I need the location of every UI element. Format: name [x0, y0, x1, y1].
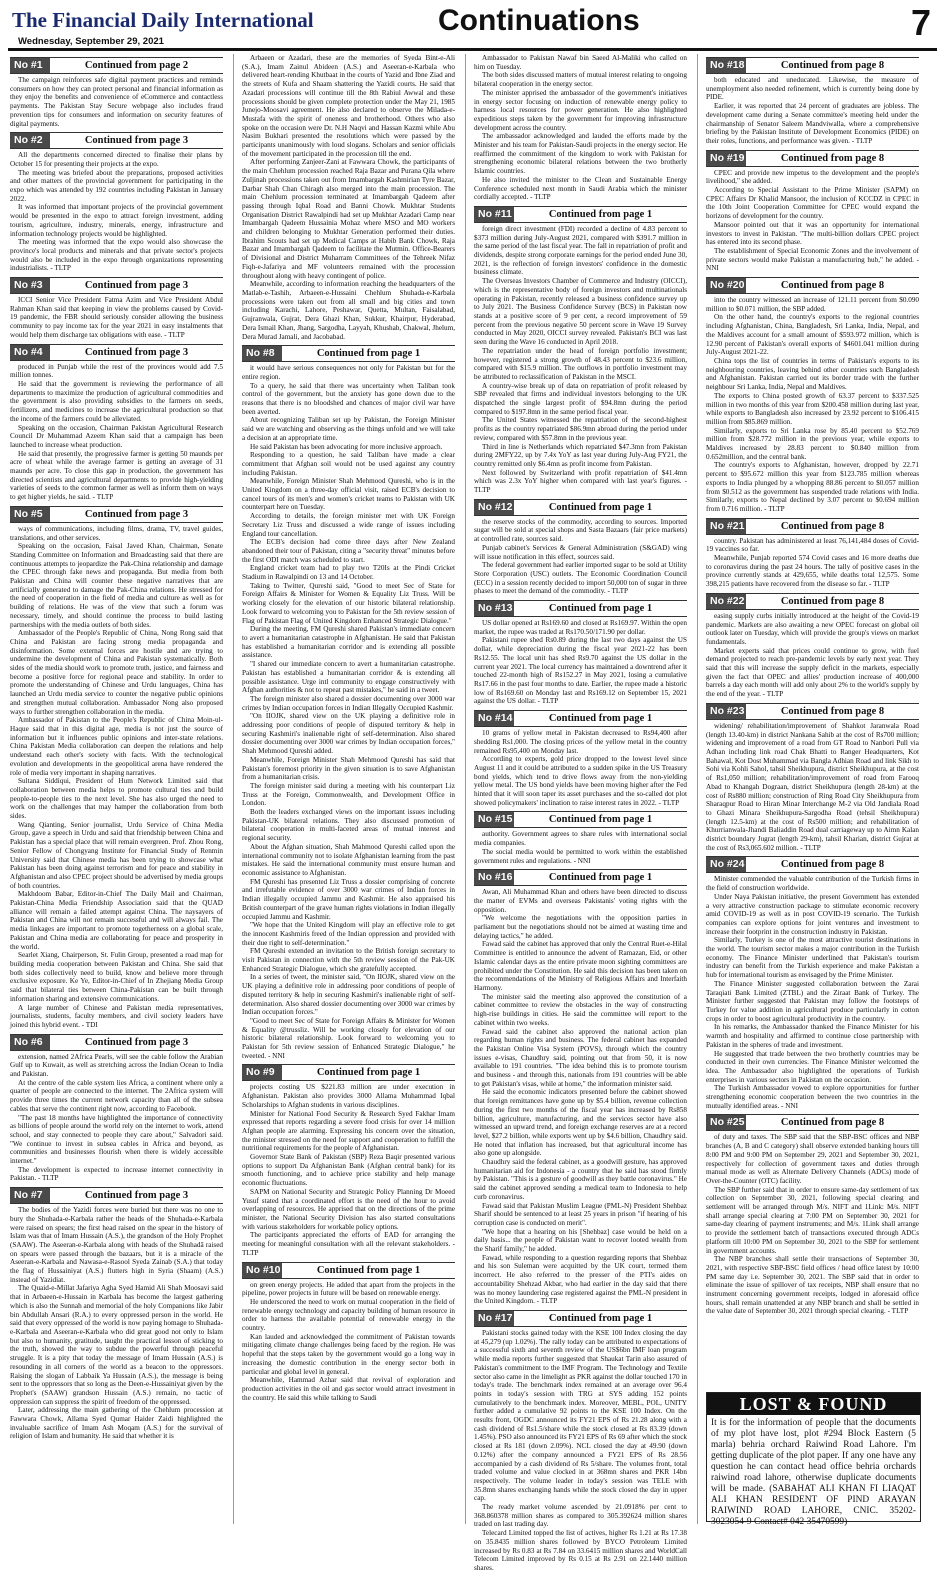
column-3 — [474, 54, 688, 1572]
paragraph: Wang Qianting, Senior journalist, Urdu Service of China Media Group, gave a speech in Urdu and said that friendship between China and Pakistan has a special place that will remain evergreen. Prof. Zhou Rong, Senior Fellow of Chongyang Institute for Financial Study of Renmin University said that Chinese media has been trying to showcase what Pakistan has been doing against terrorism and for peace and stability in Afghanistan and also CPEC project should be advertised by media groups of both countries. — [10, 820, 223, 890]
article-body — [474, 729, 687, 807]
continuation-number: No #2 — [10, 133, 50, 148]
continuation-label: Continued from page 1 — [548, 713, 653, 725]
paragraph: According to details, the foreign minister met with UK Foreign Secretary Liz Truss and discussed a wide range of issues including England tour cancellation. — [242, 512, 455, 538]
continuation-label: Continued from page 8 — [780, 152, 885, 164]
continuation-number: No #7 — [10, 1188, 50, 1203]
paragraph: The campaign reinforces safe digital payment practices and reminds consumers on how they can protect personal and financial information as they enjoy the benefits and convenience of eCommerce and contactless payments. The Pakistan Stay Secure webpage also includes fraud prevention tips for consumers and information on security features of digital payments. — [10, 76, 223, 128]
article-body — [242, 1281, 455, 1403]
continuation-header — [10, 277, 223, 294]
paragraph: Ambassador of Pakistan to the People's Republic of China Moin-ul-Haque said that in this digital age, media is not just the source of information but it influences public opinions and inter-state relations. China Pakistan Media collaboration can deepen the relations and help understand each other's society with facts. With the technological evolution and developments in the geopolitical arena have rendered the role of media very important in shaping narratives. — [10, 716, 223, 777]
paragraph: He underscored the need to work on mutual cooperation in the field of renewable energy technology and capacity building of human resource in order to harness the available potential of renewable energy in the country. — [242, 1297, 455, 1333]
continuation-header — [10, 1187, 223, 1204]
paragraph: FM Qureshi extended an invitation to the British foreign secretary to visit Pakistan in connection with the 5th review session of the Pak-UK Enhanced Strategic Dialogue, which she gratefully accepted. — [242, 947, 455, 973]
paragraph: The ready market volume ascended by 21.0918% per cent to 368.860378 million shares as compared to 305.392624 million shares traded on last trading day. — [474, 1503, 687, 1529]
continuation-label: Continued from page 1 — [548, 208, 653, 220]
article-body — [242, 54, 455, 341]
paragraph: "Good to meet Sec of State for Foreign Affairs & Minister for Women & Equality @trussliz. Will be working closely for elevation of our historic bilateral relationship. Look forward to welcoming you to Pakistan for 5th review session of Enhanced Strategic Dialogue," he tweeted. - NNI — [242, 1016, 455, 1060]
paragraph: foreign direct investment (FDI) recorded a decline of 4.83 percent to $373 million during July-August 2021, compared with $391.7 million in the same period of the last fiscal year. The fall in repatriation of profit and dividends, despite strong corporate earnings for the period ended June 30, 2021, is the reflection of foreign investors' confidence in the domestic business climate. — [474, 224, 687, 277]
paragraph: Speaking on the occasion, Faisal Javed Khan, Chairman, Senate Standing Committee on Information and Broadcasting said that there are continuous attempts to jeopardize the Pak-China relationship and damage the CPEC through fake news and propaganda. But media from both Pakistan and China will counter these negative narratives that are artificially generated to damage the Pak-China relations. He stressed for the need of cooperation in the field of media and culture as well as for building of relations. He was of the view that such a forum was necessary, timely, and should continue the process to build lasting partnerships with the media outlets of both sides. — [10, 542, 223, 629]
paragraph: He said that the government is reviewing the performance of all departments to maximize the production of agricultural commodities and the government is also providing subsidies to the farmers on seeds, fertilizers, and medicines to increase the agricultural production so that the income of the farmers could be alleviated. — [10, 379, 223, 423]
paragraph: "The past 18 months have highlighted the importance of connectivity as billions of people around the world rely on the internet to work, attend school, and stay connected to people they care about," Salvadori said. "We continue to invest in subsea cables in Africa and beyond, as communities and businesses flourish when there is widely accessible internet." — [10, 1113, 223, 1166]
paragraph: The Overseas Investors Chamber of Commerce and Industry (OICCI), which is the representative body of foreign investors and multinationals operating in Pakistan, recently released a business confidence survey up to July 2021. The Business Confidence Survey (BCS) in Pakistan now stands at a positive score of 9 per cent, a record improvement of 59 percent from the previous negative 50 percent score in Wave 19 Survey conducted in May 2020, OICCI survey revealed. Pakistan's BCI was last seen during the Wave 16 conducted in April 2018. — [474, 277, 687, 347]
continuation-header — [242, 1262, 455, 1279]
paragraph: The exports to China posted growth of 63.37 percent to $337.525 million in two months of this year from $200.458 million during last year, while exports to Bangladesh also increased by 23.92 percent to $106.415 million from $85.869 million. — [706, 391, 919, 426]
paragraph: The Quaid-e-Millat Jafariya Agha Syed Hamid Ali Shah Moosavi said that in Arbaeen-e-Hussain in Karbala has become the largest gathering which is also the Sunnah and memorial of the holy Companions like Jabir bin Abdullah Ansari (R.A.) to every oppressed person in the world. He said that every oppressed of the world is now paying homage to Shuhada-e-Karbala and Aseeran-e-Karbala who did great good not only to Islam but also to humanity, gratitude, taught the practical lesson of sticking to the truth, showed the way to subdue the powerful through peaceful struggle. It is a pity that today the message of Imam Hussain (A.S.) is resounding in all corners of the world as a beacon to the oppressors. Raising the slogan of Labbaik Ya Hussain (A.S.), the message is being sent to the oppressors that so long as the Deen-e-Hussainiyat given by the Prophet's (SAAW) grandson Hussain (A.S.) remain, no tactic of oppression can suppress the spirit of freedom of the oppressed. — [10, 1284, 223, 1406]
paragraph: The social media would be permitted to work within the established government rules and regulations. - NNI — [474, 847, 687, 865]
column-2 — [242, 54, 455, 1524]
paragraph: "We hope that the United Kingdom will play an effective role to get the innocent Kashmiris freed of the Indian oppression and provided with their due right to self-determination." — [242, 921, 455, 947]
paragraph: The meeting was informed that the expo would also showcase the province's local products and minerals and that private sector's projects would also be included in the expo through organizations representing industrialists. - TLTP — [10, 238, 223, 273]
paragraph: About recognizing Taliban set up by Pakistan, the Foreign Minister said we are watching and observing as the things unfold and we will take a decision at an appropriate time. — [242, 416, 455, 442]
continuation-label: Continued from page 8 — [780, 280, 885, 292]
article — [474, 811, 687, 865]
paragraph: Earlier, it was reported that 24 percent of graduates are jobless. The development came during a Senate committee's meeting held under the chairmanship of Senator Saleem Mandviwalla, where a comprehensive briefing by the Pakistan Institute of Development Economics (PIDE) on their roles, functions, and performance was given. - TLTP — [706, 102, 919, 145]
article-body — [474, 619, 687, 706]
paragraph: It was informed that important projects of the provincial government would be presented in the expo to attract foreign investment, adding tourism, agriculture, industry, minerals, energy, infrastructure and information technology projects would be highlighted. — [10, 203, 223, 238]
paragraph: extension, named 2Africa Pearls, will see the cable follow the Arabian Gulf up to Kuwait, as well as stretching across the Indian Ocean to India and Pakistan. — [10, 1052, 223, 1079]
article — [706, 856, 919, 1110]
article — [10, 1187, 223, 1441]
paragraph: easing supply curbs initially introduced at the height of the Covid-19 pandemic. Markets are also awaiting a new OPEC forecast on global oil outlook later on Tuesday, which will provide the group's views on market fundamentals. — [706, 611, 919, 646]
continuation-header — [474, 206, 687, 223]
article-body — [10, 1053, 223, 1184]
continuation-header — [706, 1114, 919, 1131]
article — [10, 1034, 223, 1184]
paragraph: Awan, Ali Muhammad Khan and others have been directed to discuss the matter of EVMs and overseas Pakistanis' voting rights with the opposition. — [474, 888, 687, 914]
paragraph: The NBP branches shall settle their transactions of September 30, 2021, with respective SBP-BSC field offices / head office latest by 10:00 PM same day i.e. September 30, 2021. The SBP said that in order to eliminate the issue of spillover of tax receipts, NBP shall ensure that no instrument concerning government receipts, lodged in aforesaid office hours, shall remain unattended at any NBP branch and shall be settled in the value date of September 30, 2021 through special clearing. - TLTP — [706, 1255, 919, 1316]
paragraph: Searlet Xiang, Chairperson, St. Fulin Group, presented a road map for building media cooperation between Pakistan and China. She said that both sides collectively need to build, know and believe more through exclusive exposure. Ke Ye, Editor-in-Chief of In Zhejiang Media Group said that bilateral ties between China-Pakistan can be built through information sharing and extensive communications. — [10, 951, 223, 1003]
paragraph: During the meeting, FM Qureshi shared Pakistan's immediate concern to avert a humanitarian catastrophe in Afghanistan. He said that Pakistan has established a humanitarian corridor and is extending all possible assistance. — [242, 625, 455, 660]
article — [706, 57, 919, 146]
paragraph: US dollar opened at Rs169.60 and closed at Rs169.97. Within the open market, the rupee was traded at Rs170.50/171.90 per dollar. — [474, 619, 687, 636]
paragraph: Arbaeen or Azadari, these are the memories of Syeda Bint-e-Ali (S.A.), Imam Zainul Abideen (A.S.) and Aseeran-e-Karbala who delivered heart-rending Khutbaat in the courts of Yazid and Ibne Ziad and the streets of Kufa and Shaam shattering the Yazidi courts. He said that Azadari processions will continue till the 8th Rabiul Awwal and these processions should be given complete protection under the May 21, 1985 Junejo-Moosavi agreement. He also declared to observe the Milada-e-Mustafa with the spirit of oneness and brotherhood. Others who also spoke on the occasion were Dr. N.H Naqvi and Hassan Kazmi while Abu Nasim Bukhari presented the resolutions which were passed by the participants unanimously with loud slogans. Scholars and senior officials of the movement participated in the procession till the end. — [242, 54, 455, 158]
article-body — [706, 169, 919, 273]
article-body — [10, 1206, 223, 1441]
paragraph: The minister apprised the ambassador of the government's initiatives in energy sector focusing on induction of renewable energy policy to harness local resources for power generation. He also highlighted expeditious steps taken by the government for improving infrastructure development across the country. — [474, 88, 687, 132]
paragraph: He said the economic indicators presented before the cabinet showed that foreign remittances have gone up by $5.4 billion, revenue collection during the first two months of the fiscal year has increased by Rs858 billion, agriculture, manufacturing, and the services sector have also witnessed an upward trend, and foreign exchange reserves are at a record level, $27.2 billion, while exports went up by $4.6 billion, Chaudhry said. He noted that inflation has increased, but that agricultural income has also gone up alongside. — [474, 1088, 687, 1158]
continuation-label: Continued from page 2 — [84, 60, 189, 71]
paragraph: "I shared our immediate concern to avert a humanitarian catastrophe. Pakistan has established a humanitarian corridor & is extending all possible assistance. Urge intl community to engage constructively with Afghan authorities & not to repeat past mistakes," he said in a tweet. — [242, 660, 455, 695]
paragraph: SAPM on National Security and Strategic Policy Planning Dr Moeed Yusuf stated that a coordinated effort is the need of the hour to avoid overlapping of resources. He apprised that on the directions of the prime minister, the National Security Division has also started consultations with various stakeholders for workable policy options. — [242, 1187, 455, 1231]
paragraph: The ECB's decision had come three days after New Zealand abandoned their tour of Pakistan, citing a "security threat" minutes before the first ODI match was scheduled to start. — [242, 538, 455, 564]
paragraph: The SBP further said that in order to ensure same-day settlement of tax collection on September 30, 2021, following special clearing and settlement will be arranged through M/s. NIFT and 1Link: M/s. NIFT shall arrange special clearing at 7:00 PM on September 30, 2021 for same-day clearing of payment instruments; and M/s. 1Link shall arrange to provide the settlement batch of transactions executed through ADCs platform till 10:00 PM on September 30, 2021 to the SBP for settlement in government accounts. — [706, 1185, 919, 1255]
paragraph: Market experts said that prices could continue to grow, with fuel demand projected to reach pre-pandemic levels by early next year. They said that this will increase the supply deficit in the markets, especially given the fact that OPEC and allies' production increase of 400,000 barrels a day each month will add only about 2% to the world's supply by the end of the year. - TLTP — [706, 646, 919, 699]
continuation-header — [706, 593, 919, 610]
article — [242, 345, 455, 1060]
continuation-number: No #19 — [706, 151, 746, 166]
paragraph: Both the leaders exchanged views on the important issues including Pakistan-UK bilateral relations. They also discussed promotion of bilateral cooperation in multi-faceted areas of mutual interest and regional security. — [242, 808, 455, 843]
paragraph: Meanwhile, Punjab reported 574 Covid cases and 16 more deaths due to coronavirus during the past 24 hours. The tally of positive cases in the province currently stands at 429,655, while deaths total 12,575. Some 398,215 patients have recovered from the disease so far. - TLTP — [706, 554, 919, 589]
continuation-number: No #13 — [474, 601, 514, 616]
continuation-label: Continued from page 1 — [548, 603, 653, 615]
article-body — [706, 722, 919, 853]
continuation-number: No #9 — [242, 1065, 282, 1080]
article — [706, 593, 919, 699]
article — [474, 54, 687, 202]
paragraph: At the centre of the cable system lies Africa, a continent where only a quarter of people are connected to the internet. The 2Africa system will provide three times the current network capacity than all of the subsea cables that serve the continent right now, according to Facebook. — [10, 1078, 223, 1113]
continuation-label: Continued from page 3 — [84, 135, 189, 147]
paragraph: widening/ rehabilitation/improvement of Shahkot Jaranwala Road (length 13.40-km) in district Nankana Sahib at the cost of Rs700 million; widening and improvement of a road from GT Road to Nanbori Pull via Adhan including link road Chak Bhatti to Ranger Headquarters, Kot Bahawal, Kot Dost Muhammad via Bangla Adhian Road and link Sikh to Sohi via Kohli Sahol, tahsil Sheikhupura, district Sheikhupura, at the cost of Rs1,050 million; rehabilitation/improvement of road from Farooq Abad to Khangah Dograan, district Sheikhupura (length 28-km) at the cost of Rs880 million; construction of Ring Road City Sheikhupura from Sharaqpur Road to Hiran Minar Interchange M-2 via Old Jandiala Road to Ghazi Minara Sheikhupura-Sargodha Road (tehsil Sheikhupura) (length 12.5-km) at the cost of Rs500 million; and rehabilitation of Khurrianwala-Jhandi Baliaddin Road dual carriageway up to Aimn Kalan district boundary Jugrat (length 29-km), tahsil Kharian, district Gujrat at the cost of Rs3,065.602 million. - TLTP — [706, 721, 919, 852]
article — [242, 1064, 455, 1257]
continuation-label: Continued from page 1 — [316, 348, 421, 360]
article — [10, 57, 223, 128]
continuation-header — [242, 345, 455, 362]
article — [242, 54, 455, 341]
article — [706, 277, 919, 514]
paragraph: FM Qureshi has presented Liz Truss a dossier comprising of concrete and irrefutable evidence of over 3000 war crimes of Indian forces in Indian illegally occupied Jammu and Kashmir. He also appraised his British counterpart of the grave human rights violations in Indian illegally occupied Jammu and Kashmir. — [242, 877, 455, 921]
paragraph: Kan lauded and acknowledged the commitment of Pakistan towards mitigating climate change challenges being faced by the region. He was hopeful that the steps taken by the government would go a long way in increasing the domestic contribution in the energy sector both in particular and global level in general. — [242, 1332, 455, 1376]
paragraph: According to Special Assistant to the Prime Minister (SAPM) on CPEC Affairs Dr Khalid Mansoor, the inclusion of KCCDZ in CPEC in the 10th Joint Cooperation Committee for CPEC would expand the horizons of development for the country. — [706, 186, 919, 221]
paragraph: Meanwhile, Hammad Azhar said that revival of exploration and production activities in the oil and gas sector would attract investment in the country. He said this while talking to Saudi — [242, 1376, 455, 1402]
continuation-label: Continued from page 8 — [780, 859, 885, 871]
paragraph: Chaudhry said the federal cabinet, as a goodwill gesture, has approved humanitarian aid for Indonesia - a country that he said has stood firmly by Pakistan. "This is a gesture of goodwill as they battle coronavirus." He said the cabinet approved sending a medical team to Indonesia to help curb coronavirus. — [474, 1158, 687, 1201]
continuation-header — [706, 150, 919, 167]
lost-and-found-ad — [706, 1392, 921, 1527]
paragraph: Similarly, Turkey is one of the most attractive tourist destinations in the world. The tourism sector makes a major contribution in the Turkish economy. The Finance Minister underlined that Pakistan's tourism industry can benefit from the Turkish experience and make Pakistan a hub for international tourism as envisaged by the Prime Minister. — [706, 936, 919, 980]
paragraph: authority. Government agrees to share rules with international social media companies. — [474, 830, 687, 848]
continuation-label: Continued from page 1 — [548, 872, 653, 884]
continuation-number: No #8 — [242, 346, 282, 361]
column-divider — [233, 54, 234, 1524]
article — [474, 206, 687, 495]
continuation-header — [474, 499, 687, 516]
article — [474, 499, 687, 596]
paragraph: CPEC and provide new impetus to the development and the people's livelihood," she added. — [706, 168, 919, 186]
article — [242, 1262, 455, 1403]
continuation-label: Continued from page 3 — [84, 346, 189, 358]
continuation-header — [474, 1310, 687, 1327]
paragraph: The United States witnessed the repatriation of the second-highest profits as the country repatriated $86.9mn abroad during the period under review, compared with $57.8mn in the previous year. — [474, 416, 687, 442]
paragraph: According to experts, gold price dropped to the lowest level since August 11 and it could be attributed to a sudden spike in the US Treasury bond yields, which tend to drive flows away from the non-yielding yellow metal. The US bond yields have been moving higher after the Fed hinted that it will soon taper its asset purchases and the so-called dot plot showed policymakers' inclination to raise interest rates in 2022. - TLTP — [474, 755, 687, 807]
column-divider — [697, 54, 698, 1524]
continuation-number: No #24 — [706, 857, 746, 872]
paragraph: A large number of Chinese and Pakistan media representatives, journalists, students, faculty members, and civil society leaders have joined this hybrid event. - TDI — [10, 1003, 223, 1029]
paragraph: Mansoor pointed out that it was an opportunity for international investors to invest in Pakistan. "The multi-billion dollars CPEC project has entered into its second phase. — [706, 220, 919, 247]
paragraph: into the country witnessed an increase of 121.11 percent from $0.090 million to $0.071 million, the SBP added. — [706, 296, 919, 313]
continuation-number: No #11 — [474, 207, 514, 222]
lost-and-found-text: It is for the information of people that the documents of my plot have lost, plot #294 Block Eastern (5 marla) behria orchard Raiwind Road Lahore. I'm getting duplicate of the plot paper. If any one have any question he can contact head office behria orchards raiwind road lahore, otherwise duplicate documents will be made. (SABAHAT ALI KHAN FI LIAQAT ALI KHAN RESIDENT OF PIND ARAYAN RAIWIND ROAD LAHORE, CNIC. 35202-3023054-9 Contact# 042 35470599) — [711, 1418, 916, 1527]
paragraph: the reserve stocks of the commodity, according to sources. Imported sugar will be sold at special shops and Sasta Bazaars (fair price markets) at controlled rate, sources said. — [474, 517, 687, 544]
paragraph: Telecard Limited topped the list of actives, higher Rs 1.21 at Rs 17.38 on 35.8435 million shares followed by BYCO Petroleum Limited increased by Rs 0.83 at Rs 7.84 on 33.6415 million shares and WorldCall Telecom Limited improved by Rs 0.15 at Rs 2.91 on 22.1440 million shares. — [474, 1529, 687, 1572]
continuation-label: Continued from page 8 — [780, 1117, 885, 1129]
article — [10, 344, 223, 502]
paragraph: Taking to Twitter, Qureshi said, "Good to meet Sec of State for Foreign Affairs & Minister for Women & Equality Liz Truss. Will be working closely for the elevation of our historic bilateral relationship. Look forward to welcoming you to Pakistan for the 5th review session of Flag of Pakistan Flag of United Kingdom Enhanced Strategic Dialogue." — [242, 581, 455, 625]
paragraph: Fawad said that Pakistan Muslim League (PML-N) President Shehbaz Sharif should be sentenced to at least 25 years in prison "if hearing of his corruption case is conducted on merit". — [474, 1201, 687, 1227]
paragraph: The development is expected to increase internet connectivity in Pakistan. - TLTP — [10, 1165, 223, 1183]
newspaper-name: The Financial Daily International — [12, 8, 314, 32]
article-body — [10, 363, 223, 502]
paragraph: The federal government had earlier imported sugar to be sold at Utility Store Corporation (USC) outlets. The Economic Coordination Council (ECC) in a session recently decided to import 50,000 ton of sugar in three phases to meet the demand of the commodity. - TLTP — [474, 561, 687, 596]
continuation-label: Continued from page 1 — [548, 1313, 653, 1324]
column-4 — [706, 54, 919, 1524]
paragraph: In his remarks, the Ambassador thanked the Finance Minister for his warmth and hospitality and affirmed to continue close partnership with Pakistan in the spheres of trade and investment. — [706, 1023, 919, 1049]
continuation-header — [10, 506, 223, 523]
paragraph: of duty and taxes. The SBP said that the SBP-BSC offices and NBP branches (A, B and C category) shall observe extended banking hours till 8:00 PM and 9:00 PM on September 29, 2021 and September 30, 2021, respectively for collection of government taxes and duties through manual mode as well as Alternate Delivery Channels (ADCs) mode of Over-the-Counter (OTC) facility. — [706, 1133, 919, 1185]
continuation-number: No #10 — [242, 1263, 282, 1278]
paragraph: Sultana Siddiqui, President of Hum Network Limited said that collaboration between media helps to promote cultural ties and build people-to-people ties to the next level. She has also urged the need to work on the challenges that may hamper the collaboration from both sides. — [10, 777, 223, 821]
paragraph: Fawad said the cabinet has approved that only the Central Ruet-e-Hilal Committee is entitled to announce the advent of Ramazan, Eid, or other Islamic calendar days as the entire private moon sighting committees are prohibited under the Constitution. He said this decision has been taken on the recommendations of the Ministry of Religious Affairs and Interfaith Harmony. — [474, 940, 687, 992]
article-body — [706, 76, 919, 146]
paragraph: on green energy projects. He added that apart from the projects in the pipeline, power projects in future will be based on renewable energy. — [242, 1280, 455, 1298]
continuation-header — [10, 57, 223, 74]
page-number: 7 — [910, 2, 931, 43]
paragraph: Fawad, while responding to a question regarding reports that Shehbaz and his son Suleman were acquitted by the UK court, termed them incorrect. He also referred to the presser of the PTI's aides on accountability Shehzad Akbar, who had earlier in the day said that there was no money laundering case registered against the PML-N president in the United Kingdom. - TLTP — [474, 1253, 687, 1306]
paragraph: Pakistani stocks gained today with the KSE 100 Index closing the day at 45,279 (up 1.02%). The rally today can be attributed to expectations of a successful sixth and seventh review of the US$6bn IMF loan program while media reports further suggested that Shaukat Tarin also assured of Pakistan's commitment to the IMF Program. The Technology and Textile sector also came in the limelight as PKR against the dollar touched 170 in today's trade. The benchmark index remained at an average over 96.4 points in today's session with TRG at SYS adding 152 points cumulatively to the benchmark index. Moreover, MEBL, POL, UNITY further added a cumulative 92 points to the KSE 100 Index. On the results front, OGDC announced its FY21 EPS of Rs 21.28 along with a cash dividend of Rs1.5/share while the stock closed at Rs 83.39 (down 1.45%). PSO also announced its FY21 EPS of Rs 69 after which the stock closed at Rs 181 (down 2.09%). NCL closed the day at 49.90 (down 0.12%) after the company announced a FY21 EPS of Rs 28.56 accompanied by a cash dividend of Rs 5/share. The volumes front, total traded volume and value clocked in at 368mn shares and PKR 14bn respectively. The volume leader in today's session was TELE with 35.8mn shares exchanging hands while the stock closed the day in upper cap. — [474, 1329, 688, 1503]
paragraph: Later, addressing the main gathering of the Chehlum procession at Fawwara Chowk, Allama Syed Qumar Haider Zaidi highlighted the invaluable sacrifice of Imam Ash Moqam (A.S.) for the survival of religion of Islam and humanity. He said that whether it is — [10, 1406, 223, 1441]
paragraph: The participants appreciated the efforts of EAD for arranging the meeting for meaningful consultation with all the relevant stakeholders. - TLTP — [242, 1231, 455, 1257]
continuation-number: No #25 — [706, 1115, 746, 1130]
paragraph: Similarly, exports to Sri Lanka rose by 85.40 percent to $52.769 million from $28.772 million in the previous year, while exports to Maldives increased by 28.83 percent to $0.840 million from 0.652million, and the central bank. — [706, 426, 919, 461]
paragraph: The repatriation under the head of foreign portfolio investment; however, registered a strong growth of 48.43 percent to $23.6 million, compared with $15.9 million. The outflows in portfolio investment may be attributed to reclassification of Pakistan in the MSCI. — [474, 346, 687, 381]
paragraph: The ambassador acknowledged and lauded the efforts made by the Minister and his team for Pakistan-Saudi projects in the energy sector. He reaffirmed the commitment of the kingdom to work with Pakistan for strengthening economic bilateral relations between the two brotherly Islamic countries. — [474, 132, 687, 176]
paragraph: The bodies of the Yazidi forces were buried but there was no one to bury the Shuhada-e-Karbala rather the heads of the Shuhada-e-Karbala were raised on spears; the first head raised on the spear in the history of Islam was that of Imam Hussain (A.S.), the grandson of the Holy Prophet (SAAW). The Aseeran-e-Karbala along with heads of the Shuhadā raised on spears were passed through the bazaars, but it is a miracle of the Aseeran-e-Karbala and Nawasa-e-Rasool Syeda Zainab (S.A.) that today the flag of Hussainiyat (A.S.) flutters high in Syria (Shaam) (A.S.) instead of Yazidiat. — [10, 1206, 223, 1284]
article-body — [242, 1083, 455, 1257]
article — [474, 869, 687, 1306]
continuation-number: No #17 — [474, 1311, 514, 1326]
paragraph: Minister for National Food Security & Research Syed Fakhar Imam expressed that reports regarding a severe food crisis for over 14 million Afghan people are alarming. Expressing his concern over the situation, the minister stressed on the need for support and cooperation to fulfill the nutritional requirements for the people of Afghanistan. — [242, 1109, 455, 1153]
paragraph: "We welcome the negotiations with the opposition parties in parliament but the negotiations should not be aimed at wasting time and delaying tactics," he added. — [474, 914, 687, 940]
continuation-label: Continued from page 1 — [316, 1264, 421, 1276]
article — [10, 277, 223, 340]
continuation-header — [474, 811, 687, 828]
continuation-label: Continued from page 3 — [84, 1190, 189, 1202]
continuation-label: Continued from page 3 — [84, 508, 189, 520]
paragraph: Under Naya Pakistan initiative, the present Government has extended a very attractive construction package to stimulate economic recovery amid COVID-19 as well as in post COVID-19 scenario. The Turkish companies can explore options for joint ventures and investment to increase their footprint in the construction industry in Pakistan. — [706, 892, 919, 936]
paragraph: China tops the list of countries in terms of Pakistan's exports to its neighbouring countries, leaving behind other countries such Bangladesh and Afghanistan. Pakistan carried out its border trade with the further neighbour Sri Lanka, India, Nepal and Maldives. — [706, 356, 919, 392]
masthead-rule — [8, 48, 937, 51]
paragraph: Speaking on the occasion, Chairman Pakistan Agricultural Research Council Dr Muhammad Azeem Khan said that a campaign has been launched to increase wheat production. — [10, 423, 223, 449]
article-body — [474, 888, 687, 1306]
article-body — [706, 612, 919, 699]
article — [706, 1114, 919, 1316]
paragraph: The establishment of Special Economic Zones and the involvement of private sectors would make Pakistan a manufacturing hub," he added. - NNI — [706, 246, 919, 273]
article-body — [474, 518, 687, 596]
continuation-number: No #20 — [706, 278, 746, 293]
continuation-number: No #18 — [706, 58, 746, 73]
paragraph: The both sides discussed matters of mutual interest relating to ongoing bilateral cooperation in the energy sector. — [474, 71, 687, 89]
paragraph: England cricket team had to play two T20Is at the Pindi Cricket Stadium in Rawalpindi on 13 and 14 October. — [242, 564, 455, 582]
continuation-header — [10, 1034, 223, 1051]
paragraph: Fawad said the cabinet also approved the national action plan regarding human rights and business. The federal cabinet has expanded the Pakistan Online Visa System (POVS), through which the country issues e-visas, Chaudhry said, pointing out that from 50, it is now available to 191 countries. "The idea behind this is to promote tourism and business - and through this, nationals from 191 countries will be able to get Pakistan's visas, while at home," the information minister said. — [474, 1027, 687, 1088]
paragraph: A country-wise break up of data on repatriation of profit released by SBP revealed that firms and individual investors belonging to the UK dispatched the single largest profit of $94.8mn during the period compared to $197.8mn in the same period fiscal year. — [474, 381, 687, 416]
continuation-number: No #3 — [10, 278, 50, 293]
continuation-header — [706, 856, 919, 873]
paragraph: The Finance Minister suggested collaboration between the Zarai Taraqiati Bank Limited (ZTBL) and the Ziraat Bank of Turkey. The Minister further suggested that Pakistan may follow the footsteps of Turkey for value addition in agricultural produce particularly in cotton crops in order to boost agricultural productivity in the country. — [706, 979, 919, 1023]
article — [706, 518, 919, 589]
paragraph: He said that presently, the progressive farmer is getting 50 maunds per acre of wheat while the average farmer is getting an average of 31 maunds per acre. To close this gap in production, the government has directed scientists and agricultural departments to provide high-yielding varieties of seeds to the common farmer as well as inform them on ways to get higher yields, he said. - TLTP — [10, 449, 223, 502]
paragraph: The minister said the meeting also approved the constitution of a cabinet committee to review the obstacles in the way of constructing high-rise buildings in cities. He said the committee will report to the cabinet within two weeks. — [474, 992, 687, 1027]
paragraph: Makhdoom Babar, Editor-in-Chief The Daily Mail and Chairman, Pakistan-China Media Friendship Association said that the QUAD alliance will remain a failed attempt against China. The naysayers of Pakistan and China will not remain successful and will always fail. The media linkages are important to promote togetherness on a global scale, Pakistan and China media are collaborating for peace and prosperity in the world. — [10, 890, 223, 951]
article-body — [474, 830, 687, 865]
continuation-label: Continued from page 1 — [548, 501, 653, 513]
article — [706, 703, 919, 853]
continuation-label: Continued from page 8 — [780, 595, 885, 607]
paragraph: The foreign minister said during a meeting with his counterpart Liz Truss at the Foreign, Commonwealth, and Development Office in London. — [242, 781, 455, 808]
article — [706, 150, 919, 273]
paragraph: He said Pakistan has been advocating for more inclusive approach. — [250, 442, 443, 451]
continuation-label: Continued from page 8 — [780, 705, 885, 717]
paragraph: "We hope that a hearing on his [Shehbaz] case would be held on a daily basis... the people of Pakistan want to recover looted wealth from the Sharif family," he added. — [474, 1227, 687, 1254]
continuation-header — [242, 1064, 455, 1081]
continuation-label: Continued from page 8 — [780, 60, 885, 71]
continuation-number: No #12 — [474, 500, 514, 515]
paragraph: To a query, he said that there was uncertainty when Taliban took control of the government, but the anxiety has gone down due to the reasons that there is no bloodshed and chances of major civil war have been averted. — [242, 381, 455, 416]
paragraph: About the Afghan situation, Shah Mahmood Qureshi called upon the international community not to isolate Afghanistan learning from the past mistakes. He said the international community must ensure human and economic assistance to Afghanistan. — [242, 842, 455, 877]
continuation-number: No #4 — [10, 345, 50, 360]
paragraph: All the departments concerned directed to finalise their plans by October 15 for presenting their projects at the expo. — [10, 151, 223, 168]
paragraph: "On IIOJK, shared view on the UK playing a definitive role in addressing poor conditions of people of disputed territory & help in securing Kashmiri's inalienable right of self-determination. Also shared dossier documenting over 3000 war crimes by Indian occupation forces," Shah Mehmood Qureshi added. — [242, 712, 455, 756]
paragraph: projects costing US $221.83 million are under execution in Afghanistan. Pakistan also provides 3000 Allama Muhammad Iqbal Scholarships to Afghan students in various disciplines. — [242, 1083, 455, 1109]
paragraph: The meeting was briefed about the preparations, proposed activities and other matters of the provincial government for participating in the expo which was attended by 192 countries including Pakistan in January 2022. — [10, 168, 223, 203]
paragraph: After performing Zanjeer-Zani at Fawwara Chowk, the participants of the main Chehlum procession reached Raja Bazar and Purana Qila where Zuljinah processions taken out from Imambargah Kashmirian Tyre Bazar, Darbar Shah Chan Chiragh also merged into the main procession. The main Chehlum procession terminated at Imambargah Qadeem after passing through Iqbal Road and Banni Chowk. Mukhtar Students Organisation District Rawalpindi had set up Mukhtar Azadari Camp near Imambargah Qadeem Hussainia Mohaz where MSO and MO workers and children belonging to Mukhtar Generation performed their duties. Ibrahim Scouts had set up Medical Camps at Habib Bank Chowk, Raja Bazar and Imambargah Qadeem to facilitate the Mutmin. Office-Bearers of Divisional and District Muharram Committees of the Tehreek Nifaz Fiqh-e-Jafariya and MF volunteers remained with the procession throughout along with heavy contingent of police. — [242, 158, 455, 280]
continuation-header — [706, 703, 919, 720]
paragraph: He suggested that trade between the two brotherly countries may be conducted in their own currencies. The Finance Minister welcomed the idea. The Ambassador also highlighted the operations of Turkish enterprises in various sectors in Pakistan on the occasion. — [706, 1049, 919, 1084]
article-body — [706, 1133, 919, 1316]
continuation-header — [706, 518, 919, 535]
paragraph: produced in Punjab while the rest of the provinces would add 7.5 million tonnes. — [10, 362, 223, 380]
continuation-number: No #23 — [706, 704, 746, 719]
paragraph: it would have serious consequences not only for Pakistan but for the entire region. — [242, 364, 455, 381]
article — [10, 132, 223, 273]
continuation-number: No #1 — [10, 58, 50, 73]
continuation-number: No #15 — [474, 812, 514, 827]
paragraph: The country's exports to Afghanistan, however, dropped by 22.71 percent to $95.672 million this year from $123.785 million whereas exports to India plunged by a whopping 88.86 percent to $0.057 million from $0.512 as the government has suspended trade relations with India. Similarly, exports to Nepal declined by 3.07 percent to $0.694 million from 0.716 million. - TLTP — [706, 461, 919, 513]
paragraph: Meanwhile, Foreign Minister Shah Mehmood Qureshi, who is in the United Kingdom on a three-day official visit, raised ECB's decision to cancel tours of its men's and women's cricket teams to Pakistan with UK counterpart here on Tuesday. — [242, 477, 455, 512]
column-divider — [465, 54, 466, 1524]
paragraph: Responding to a question, he said Taliban have made a clear commitment that Afghan soil would not be used against any country including Pakistan. — [242, 451, 455, 477]
paragraph: Ambassador to Pakistan Nawaf bin Saeed Al-Maliki who called on him on Tuesday. — [474, 54, 687, 71]
article-body — [706, 875, 919, 1110]
paragraph: Governor State Bank of Pakistan (SBP) Reza Baqir presented various options to support Da Afghanistan Bank (Afghan central bank) for its smooth functioning, and to achieve price stability and help manage economic fluctuations. — [242, 1153, 455, 1188]
paragraph: Next followed by Switzerland with profit repatriation of $41.4mn which was 2.3x YoY higher when compared with last year's figures. - TLTP — [474, 468, 687, 495]
paragraph: 10 grams of yellow metal in Pakistan decreased to Rs94,400 after shedding Rs1,000. The closing prices of the yellow metal in the country remained Rs95,400 on Monday last. — [474, 729, 687, 755]
continuation-header — [474, 600, 687, 617]
continuation-label: Continued from page 3 — [84, 1036, 189, 1048]
article-body — [10, 76, 223, 128]
paragraph: Meanwhile, according to information reaching the headquarters of the Matlab-e-Tashih, Arbaeen-e-Hussaini Chehlum Shuhada-e-Karbala processions were taken out from all small and big cities and town including Karachi, Lahore, Peshawar, Quetta, Multan, Faisalabad, Gujranwala, Gujrat, Dera Ghazi Khan, Sukkur, Khairpur, Hyderabad, Dera Ismail Khan, Jhang, Sargodha, Layyah, Khushab, Chakwal, Jhelum, Dera Murad Jamali, and Jacobabad. — [242, 280, 455, 341]
continuation-header — [10, 344, 223, 361]
continuation-label: Continued from page 1 — [548, 814, 653, 826]
continuation-header — [706, 57, 919, 74]
continuation-number: No #14 — [474, 711, 514, 726]
article-body — [706, 296, 919, 514]
paragraph: On the other hand, the country's exports to the regional countries including Afghanistan, China, Bangladesh, Sri Lanka, India, Nepal, and the Maldives account for a small amount of $593.972 million, which is 12.90 percent of Pakistan's overall exports of $4601.041 million during July-August 2021-22. — [706, 313, 919, 357]
article-body — [10, 151, 223, 273]
continuation-number: No #22 — [706, 594, 746, 609]
paragraph: Meanwhile, Foreign Minister Shah Mehmood Qureshi has said that Pakistan's foremost priority in the given situation is to save Afghanistan from a humanitarian crisis. — [242, 755, 455, 782]
column-1 — [10, 54, 223, 1524]
continuation-number: No #5 — [10, 507, 50, 522]
article-body — [10, 296, 223, 340]
lost-and-found-title: LOST & FOUND — [707, 1393, 920, 1415]
article-body — [474, 225, 687, 495]
continuation-header — [474, 710, 687, 727]
paragraph: The Turkish Ambassador vowed to explore opportunities for further strengthening economic cooperation between the two countries in the mutually identified areas. - NNI — [706, 1084, 919, 1110]
continuation-label: Continued from page 8 — [780, 520, 885, 532]
article — [474, 1310, 687, 1573]
continuation-label: Continued from page 3 — [84, 280, 189, 292]
paragraph: He also invited the minister to the Clean and Sustainable Energy Conference scheduled next month in Saudi Arabia which the minister cordially accepted. - TLTP — [474, 175, 687, 202]
issue-date: Wednesday, September 29, 2021 — [18, 36, 164, 47]
paragraph: ICCI Senior Vice President Fatma Azim and Vice President Abdul Rahman Khan said that keeping in view the problems caused by Covid-19 pandemic, the FBR should seriously consider allowing the business community to pay income tax for the year 2021 in easy instalments that would help them discharge tax obligations with ease. - TLTP — [10, 296, 223, 339]
paragraph: Third in line is Netherlands which repatriated $47.3mn from Pakistan during 2MFY22, up by 7.4x YoY as last year during July-Aug FY21, the country remitted only $6.4mn as profit income from Pakistan. — [474, 442, 687, 468]
continuation-header — [474, 869, 687, 886]
paragraph: Punjab cabinet's Services & General Administration (S&GAD) wing will issue notification in this effect, sources said. — [474, 543, 687, 561]
continuation-number: No #6 — [10, 1035, 50, 1050]
paragraph: Ambassador of the People's Republic of China, Nong Rong said that China and Pakistan are facing strong media propaganda and disinformation. Some external forces are hostile and are trying to undermine the development of China and Pakistan systematically. Both sides of the media should work to promote truth, justice, and fairness and become a positive force for regional peace and stability. In order to promote the understanding of Chinese and Urdu languages, China has launched an Urdu media service to counter the negative public opinions and strengthen mutual collaboration. Ambassador Nong also proposed ways to further strengthen collaboration in the media. — [10, 629, 223, 716]
article-body — [474, 54, 687, 202]
article-body — [706, 537, 919, 589]
paragraph: Pakistani rupee shed Rs0.89 during the last two days against the US dollar, while depreciation during the fiscal year 2021-22 has been Rs12.55. The local unit has shed Rs9.70 against the US dollar in the current year 2021. The local currency has maintained a downtrend after it touched 22-month high of Rs152.27 in May 2021, losing a cumulative Rs17.66 in the past four months to date. Earlier, the rupee made a historic low of Rs169.60 on Monday last and Rs169.12 on September 15, 2021 against the US dollar. - TLTP — [474, 636, 687, 706]
continuation-header — [706, 277, 919, 294]
article-body — [10, 525, 223, 1030]
continuation-number: No #21 — [706, 519, 746, 534]
section-title: Continuations — [438, 4, 640, 37]
masthead — [8, 2, 937, 48]
paragraph: Minister commended the valuable contribution of the Turkish firms in the field of construction worldwide. — [706, 875, 919, 893]
paragraph: ways of communications, including films, drama, TV, travel guides, translations, and other services. — [10, 524, 223, 542]
continuation-number: No #16 — [474, 870, 514, 885]
paragraph: both educated and uneducated. Likewise, the measure of unemployment also needed refinement, which is currently being done by PIDE. — [706, 76, 919, 102]
paragraph: The foreign minister also shared a dossier documenting over 3000 war crimes by Indian occupation forces in Indian Illegally Occupied Kashmir. — [242, 694, 455, 712]
article — [474, 600, 687, 706]
article-body — [242, 364, 455, 1060]
paragraph: In a series of tweet, the minister said, "On IIOJK, shared view on the UK playing a definitive role in addressing poor conditions of people of disputed territory & help in securing Kashmiri's inalienable right of self-determination. Also shared dossier documenting over 3000 war crimes by Indian occupation forces." — [242, 973, 455, 1017]
article — [10, 506, 223, 1030]
continuation-label: Continued from page 1 — [316, 1067, 421, 1079]
continuation-header — [10, 132, 223, 149]
article-body — [474, 1329, 687, 1573]
paragraph: country. Pakistan has administered at least 76,141,484 doses of Covid-19 vaccines so far. — [706, 536, 919, 554]
article — [474, 710, 687, 807]
